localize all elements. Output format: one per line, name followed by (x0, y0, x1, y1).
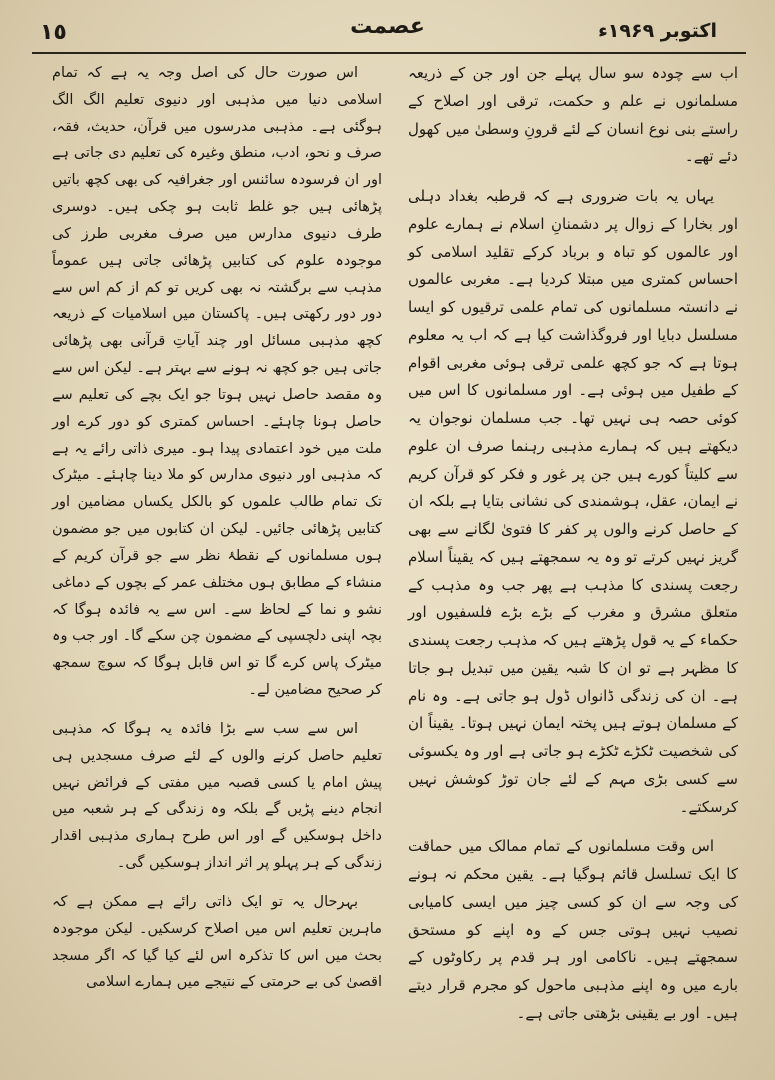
right-paragraph-3: اس وقت مسلمانوں کے تمام ممالک میں حماقت کا ایک تسلسل قائم ہوگیا ہے۔ یقین محکم نہ ہونے کی وجہ سے ان کو کسی چیز میں ایسی کامیابی نصیب نہیں ہوتی جس کے وہ اپنے کو مستحق سمجھتے ہیں۔ ناکامی اور ہر قدم پر رکاوٹوں کے بارے میں وہ اپنے مذہبی ماحول کو مجرم قرار دیتے ہیں۔ اور بے یقینی بڑھتی جاتی ہے۔ (408, 837, 738, 1022)
issue-date: اکتوبر ۱۹۶۹ء (598, 20, 717, 42)
left-column (52, 60, 382, 1008)
right-paragraph-1: اب سے چودہ سو سال پہلے جن اور جن کے ذریعہ مسلمانوں نے علم و حکمت، ترقی اور اصلاح کے راستے بنی نوع انسان کے لئے قرونِ وسطیٰ میں کھول دئے تھے۔ (408, 64, 738, 166)
page-number: ١٥ (40, 20, 67, 45)
magazine-title: عصمت (350, 14, 425, 39)
left-paragraph-1: اس صورت حال کی اصل وجہ یہ ہے کہ تمام اسلامی دنیا میں مذہبی اور دنیوی تعلیم الگ الگ ہوگئی ہے۔ مذہبی مدرسوں میں قرآن، حدیث، فقہ، صرف و نحو، ادب، منطق وغیرہ کی تعلیم دی جاتی ہے اور ان فرسودہ سائنس اور جغرافیہ کی بھی کچھ باتیں پڑھائی ہیں جو غلط ثابت ہو چکی ہیں۔ دوسری طرف دنیوی مدارس میں صرف مغربی طرز کی موجودہ علوم کی کتابیں پڑھائی جاتی ہیں عموماً مذہب سے برگشتہ نہ بھی کریں تو کم از کم اس سے دور دور رکھتی ہیں۔ پاکستان میں اسلامیات کے ذریعہ کچھ مذہبی مسائل اور چند آیاتِ قرآنی بھی پڑھائی جاتی ہیں جو کچھ نہ ہونے سے بہتر ہے۔ لیکن اس سے وہ مقصد حاصل نہیں ہوتا جو ایک بچے کی تعلیم سے حاصل ہونا چاہئے۔ احساس کمتری کو دور کرے اور ملت میں خود اعتمادی پیدا ہو۔ میری ذاتی رائے یہ ہے کہ مذہبی اور دنیوی مدارس کو ملا دینا چاہئے۔ میٹرک تک تمام طالب علموں کو بالکل یکساں مضامین اور کتابیں پڑھائی جائیں۔ لیکن ان کتابوں میں جو مضمون ہوں مسلمانوں کے نقطۂ نظر سے جو قرآن کریم کے منشاء کے مطابق ہوں مختلف عمر کے بچوں کے دماغی نشو و نما کے لحاظ سے۔ اس سے یہ فائدہ ہوگا کہ بچہ اپنی دلچسپی کے مضمون چن سکے گا۔ اور جب وہ میٹرک پاس کرے گا تو اس قابل ہوگا کہ سوچ سمجھ کر صحیح مضامین لے۔ (52, 65, 382, 699)
left-paragraph-2: اس سے سب سے بڑا فائدہ یہ ہوگا کہ مذہبی تعلیم حاصل کرنے والوں کے لئے صرف مسجدیں ہی پیش امام یا کسی قصبہ میں مفتی کے فرائض نہیں انجام دینے پڑیں گے بلکہ وہ زندگی کے ہر شعبہ میں داخل ہوسکیں گے اور اس طرح ہماری مذہبی اقدار زندگی کے ہر پہلو پر اثر انداز ہوسکیں گی۔ (52, 720, 382, 872)
right-column (408, 60, 738, 1040)
left-paragraph-3: بہرحال یہ تو ایک ذاتی رائے ہے ممکن ہے کہ ماہرین تعلیم اس میں اصلاح کرسکیں۔ لیکن موجودہ بحث میں اس کا تذکرہ اس لئے کیا گیا کہ اگر مسجد اقصیٰ کی بے حرمتی کے نتیجے میں ہمارے اسلامی (52, 893, 382, 991)
header-divider (32, 52, 746, 54)
right-paragraph-2: یہاں یہ بات ضروری ہے کہ قرطبہ بغداد دہلی اور بخارا کے زوال پر دشمنانِ اسلام نے ہمارے علوم اور عالموں کو تباہ و برباد کرکے تقلید اسلامی کو احساس کمتری میں مبتلا کردیا ہے۔ مغربی عالموں نے دانستہ مسلمانوں کی تمام علمی ترقیوں کو ایسا مسلسل دبایا اور فروگذاشت کیا ہے کہ اب یہ معلوم ہوتا ہے کہ جو کچھ علمی ترقی ہوئی مغربی اقوام کے طفیل میں ہوئی ہے۔ اور مسلمانوں کا اس میں کوئی حصہ ہی نہیں تھا۔ جب مسلمان نوجوان یہ دیکھتے ہیں کہ ہمارے مذہبی رہنما صرف ان علوم سے کلیتاً کورے ہیں جن پر غور و فکر کو قرآن کریم نے ایمان، عقل، ہوشمندی کی نشانی بتایا ہے بلکہ ان کے حاصل کرنے والوں پر کفر کا فتویٰ لگانے سے بھی گریز نہیں کرتے تو وہ یہ سمجھتے ہیں کہ یقیناً اسلام رجعت پسندی کا مذہب ہے پھر جب وہ مذہب کے متعلق مشرق و مغرب کے بڑے بڑے فلسفیوں اور حکماء کے یہ قول پڑھتے ہیں کہ مذہب رجعت پسندی کا مظہر ہے تو ان کا شبہ یقین میں تبدیل ہو جاتا ہے۔ ان کی زندگی ڈانواں ڈول ہو جاتی ہے۔ وہ نام کے مسلمان ہوتے ہیں پختہ ایمان نہیں ہوتا۔ یقیناً ان کی شخصیت ٹکڑے ٹکڑے ہو جاتی ہے اور وہ یکسوئی سے کسی بڑی مہم کے لئے جان توڑ کوشش نہیں کرسکتے۔ (408, 187, 738, 816)
